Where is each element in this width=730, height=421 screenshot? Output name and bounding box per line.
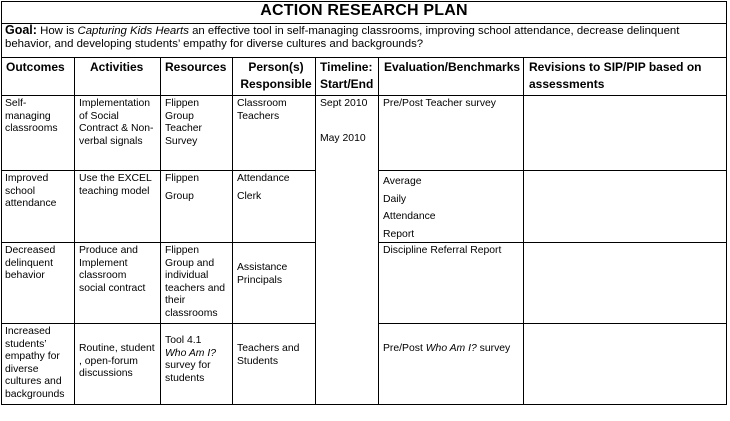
row1-rule-right (378, 170, 727, 171)
row1-person: Classroom Teachers (237, 98, 287, 122)
goal-text-after: an effective tool in self-managing classrooms, improving school attendance, decrease delinquent behavior, and developing students’ empathy for diverse cultures and backgrounds? (5, 25, 680, 50)
header-resources: Resources (165, 60, 227, 74)
row1-activity: Implementation of Social Contract & Non-verbal signals (79, 98, 154, 147)
row3-activity: Produce and Implement classroom social contract (79, 245, 146, 294)
col-divider-4 (315, 57, 316, 405)
row4-resource-italic: Who Am I? (165, 347, 217, 359)
row3-person: Assistance Principals (237, 262, 288, 286)
header-revisions (529, 59, 702, 93)
row4-resource (165, 335, 227, 385)
header-revisions-line1: Revisions to SIP/PIP based on (529, 60, 702, 74)
header-persons-line1: Person(s) (248, 60, 304, 74)
row1-resource: Flippen Group Teacher Survey (165, 98, 202, 147)
goal-statement (5, 24, 723, 56)
header-outcomes: Outcomes (6, 60, 65, 74)
row4-resource-line1: Tool 4.1 (165, 335, 202, 346)
row2-resource-line2: Group (165, 190, 194, 202)
row1-rule-left (1, 170, 315, 171)
row2-resource (165, 173, 225, 203)
row4-evaluation (383, 343, 521, 356)
row4-activity: Routine, student , open-forum discussions (79, 343, 155, 379)
header-timeline-line1: Timeline: (320, 60, 373, 74)
row4-evaluation-italic: Who Am I? (425, 343, 477, 354)
row2-evaluation (383, 173, 519, 243)
row2-person-line1: Attendance (237, 173, 290, 184)
col-divider-2 (160, 57, 161, 405)
col-divider-6 (523, 57, 524, 405)
header-persons-line2: Responsible (240, 77, 312, 91)
row2-person (237, 173, 307, 203)
row2-evaluation-line2: Daily (383, 193, 407, 205)
row2-rule-left (1, 242, 315, 243)
row3-outcome: Decreased delinquent behavior (5, 245, 56, 281)
col-divider-1 (74, 57, 75, 405)
header-revisions-line2: assessments (529, 77, 605, 91)
header-bottom-rule (1, 95, 727, 96)
goal-label: Goal: (5, 23, 37, 37)
row4-resource-line3: survey for students (165, 360, 211, 384)
row4-evaluation-before: Pre/Post (383, 343, 426, 354)
col-divider-3 (232, 57, 233, 405)
row3-rule-left (1, 323, 315, 324)
row1-outcome: Self-managing classrooms (5, 98, 58, 134)
header-activities: Activities (90, 60, 144, 74)
row2-activity: Use the EXCEL teaching model (79, 173, 152, 197)
timeline-start: Sept 2010 (320, 98, 368, 109)
row3-resource: Flippen Group and individual teachers and their classrooms (165, 245, 226, 319)
plan-title: ACTION RESEARCH PLAN (1, 1, 727, 24)
row3-evaluation: Discipline Referral Report (383, 245, 502, 256)
row2-evaluation-line3: Attendance (383, 211, 436, 222)
header-timeline (320, 59, 373, 93)
col-divider-5 (378, 57, 379, 405)
row2-resource-line1: Flippen (165, 173, 200, 184)
header-persons-responsible (240, 59, 312, 93)
row2-evaluation-line1: Average (383, 176, 422, 187)
row2-evaluation-line4: Report (383, 228, 415, 240)
row2-person-line2: Clerk (237, 190, 262, 202)
row4-outcome: Increased students’ empathy for diverse cultures and backgrounds (5, 326, 65, 400)
row1-evaluation: Pre/Post Teacher survey (383, 98, 497, 109)
row4-person: Teachers and Students (237, 343, 300, 367)
goal-text-italic: Capturing Kids Hearts (77, 25, 189, 37)
row2-outcome: Improved school attendance (5, 173, 57, 209)
goal-text-before: How is (40, 25, 78, 37)
header-timeline-line2: Start/End (320, 77, 374, 91)
row4-evaluation-after: survey (476, 343, 511, 354)
header-top-rule (1, 57, 727, 58)
row3-rule-right (378, 323, 727, 324)
timeline-end: May 2010 (320, 133, 366, 144)
header-evaluation: Evaluation/Benchmarks (384, 60, 521, 74)
